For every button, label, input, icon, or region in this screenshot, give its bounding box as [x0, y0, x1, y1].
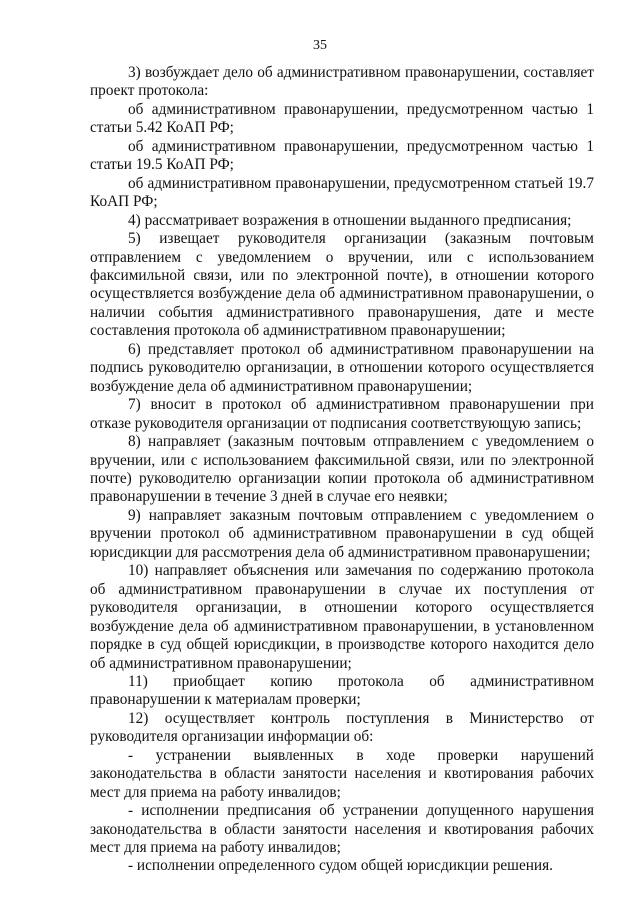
paragraph-bullet-prescription: - исполнении предписания об устранении допущенного нарушения законодательства в области занятости населения и квотирования рабочих мест для приема на работу инвалидов;: [90, 802, 594, 857]
paragraph-koap-19-5: об административном правонарушении, предусмотренном частью 1 статьи 19.5 КоАП РФ;: [90, 137, 594, 174]
paragraph-item-10: 10) направляет объяснения или замечания по содержанию протокола об административном правонарушении в случае их поступления от руководителя организации, в отношении которого осуществляется возбуждение дела об административном правонарушении, в установленном порядке в суд общей юрисдикции, в производстве которого находится дело об административном правонарушении;: [90, 562, 594, 672]
paragraph-item-4: 4) рассматривает возражения в отношении выданного предписания;: [128, 211, 572, 229]
paragraph-item-7: 7) вносит в протокол об административном правонарушении при отказе руководителя организации от подписания соответствующую запись;: [90, 396, 594, 432]
paragraph-item-3: 3) возбуждает дело об административном правонарушении, составляет проект протокола:: [90, 64, 594, 100]
paragraph-koap-5-42: об административном правонарушении, предусмотренном частью 1 статьи 5.42 КоАП РФ;: [90, 100, 594, 137]
paragraph-item-5: 5) извещает руководителя организации (заказным почтовым отправлением с уведомлением о вручении, или с использованием факсимильной связи, или по электронной почте), в отношении которого осуществляется возбуждение дела об административном правонарушении, о наличии события административного правонарушения, дате и месте составления протокола об административном правонарушении;: [90, 230, 594, 340]
paragraph-item-11: 11) приобщает копию протокола об административном правонарушении к материалам проверки;: [90, 672, 594, 709]
page-number: 35: [313, 38, 327, 53]
paragraph-item-12: 12) осуществляет контроль поступления в Министерство от руководителя организации информации об:: [90, 709, 594, 746]
paragraph-bullet-court-decision: - исполнении определенного судом общей юрисдикции решения.: [128, 857, 553, 875]
paragraph-item-6: 6) представляет протокол об административном правонарушении на подпись руководителю организации, в отношении которого осуществляется возбуждение дела об административном правонарушении;: [90, 340, 594, 395]
paragraph-item-9: 9) направляет заказным почтовым отправлением с уведомлением о вручении протокол об административном правонарушении в суд общей юрисдикции для рассмотрения дела об административном правонарушении;: [90, 506, 594, 561]
document-body: [90, 64, 594, 876]
paragraph-koap-19-7: об административном правонарушении, предусмотренном статьей 19.7 КоАП РФ;: [90, 174, 594, 211]
paragraph-bullet-violations: - устранении выявленных в ходе проверки нарушений законодательства в области занятости населения и квотирования рабочих мест для приема на работу инвалидов;: [90, 746, 594, 801]
paragraph-item-8: 8) направляет (заказным почтовым отправлением с уведомлением о вручении, или с использованием факсимильной связи, или по электронной почте) руководителю организации копии протокола об административном правонарушении в течение 3 дней в случае его неявки;: [90, 433, 594, 506]
